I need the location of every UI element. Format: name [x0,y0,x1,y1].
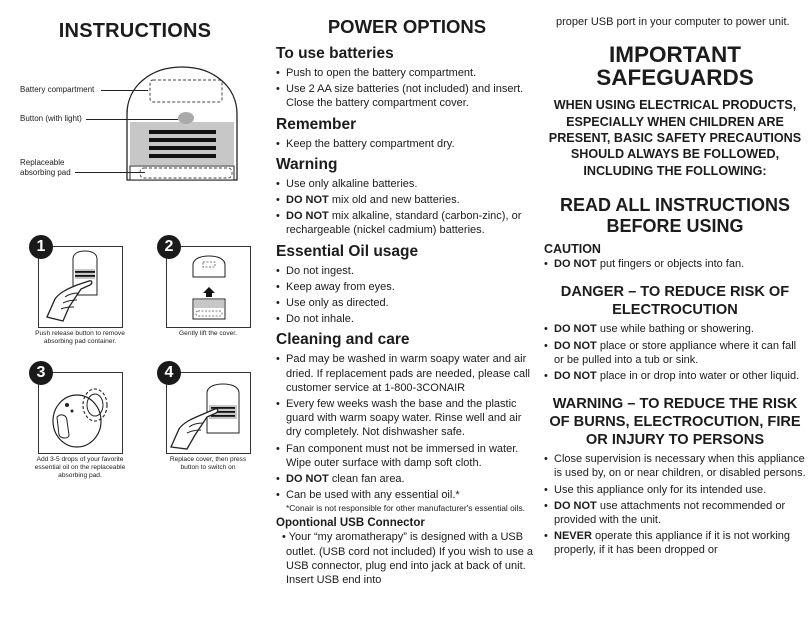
oil-drops-icon [39,373,122,453]
pad-callout-line [75,172,145,173]
button-label: Button (with light) [20,114,82,123]
list-item: • Do not inhale. [276,312,538,326]
essential-oil-heading: Essential Oil usage [276,242,419,260]
step-1-box [38,246,123,328]
step-2-caption: Gently lift the cover. [179,330,237,337]
step-2-box [166,246,251,328]
usb-continued: proper USB port in your computer to power unit. [556,16,790,28]
remember-heading: Remember [276,115,357,133]
list-item: • DO NOT mix alkaline, standard (carbon-zinc), or rechargeable (nickel cadmium) batteries. [276,209,538,237]
instructions-title: INSTRUCTIONS [58,20,212,42]
batteries-heading: To use batteries [276,45,394,62]
list-item: • DO NOT put fingers or objects into fan. [544,257,806,271]
list-item: • Use only alkaline batteries. [276,177,538,191]
pad-label-line2: absorbing pad [20,168,71,177]
remember-list [276,137,538,151]
caution-list [544,257,806,271]
step-3-box [38,372,123,454]
read-instructions-title: READ ALL INSTRUCTIONS BEFORE USING [559,195,790,237]
safeguards-column [544,0,806,641]
battery-compartment-label: Battery compartment [20,85,95,94]
list-item: • NEVER operate this appliance if it is not working properly, if it has been dropped or [544,529,806,557]
list-item: • DO NOT use while bathing or showering. [544,322,806,336]
list-item: • DO NOT place or store appliance where it can fall or be pulled into a tub or sink. [544,339,806,367]
step-3-number: 3 [29,361,53,385]
list-item: • DO NOT place in or drop into water or other liquid. [544,369,806,383]
warning-list [276,177,538,238]
button-callout-line [86,119,178,120]
list-item: • Keep the battery compartment dry. [276,137,538,151]
diffuser-illustration-icon [120,62,245,187]
important-safeguards-title: IMPORTANT SAFEGUARDS [596,42,754,91]
batteries-list [276,66,538,111]
step-4-number: 4 [157,361,181,385]
list-item: • Use 2 AA size batteries (not included) and insert. Close the battery compartment cover. [276,82,538,110]
caution-heading: CAUTION [544,242,601,257]
safeguards-subtitle: WHEN USING ELECTRICAL PRODUCTS, ESPECIALLY WHEN CHILDREN ARE PRESENT, BASIC SAFETY PRECAUTIONS SHOULD ALWAYS BE FOLLOWED, INCLUDING THE FOLLOWING: [548,98,802,178]
step-4-caption: Replace cover, then press button to switch on [169,456,247,471]
power-options-title: POWER OPTIONS [327,16,487,37]
list-item: • DO NOT mix old and new batteries. [276,193,538,207]
essential-oil-list [276,264,538,327]
up-arrow-icon [167,247,250,327]
step-2-number: 2 [157,235,181,259]
cleaning-heading: Cleaning and care [276,331,410,349]
list-item: • Do not ingest. [276,264,538,278]
list-item: • Close supervision is necessary when this appliance is used by, on or near children, or disabled persons. [544,452,806,480]
danger-list [544,322,806,383]
usb-heading: Opontional USB Connector [276,517,425,530]
hand-press-icon [167,373,250,453]
list-item: • Use only as directed. [276,296,538,310]
list-item: • DO NOT clean fan area. [276,472,538,486]
warning-burns-title: WARNING – TO REDUCE THE RISK OF BURNS, ELECTROCUTION, FIRE OR INJURY TO PERSONS [549,396,801,449]
step-1-caption: Push release button to remove absorbing pad container. [35,330,125,345]
list-item: • Keep away from eyes. [276,280,538,294]
list-item: • Push to open the battery compartment. [276,66,538,80]
pad-label-line1: Replaceable [20,158,65,167]
hand-press-icon [39,247,122,327]
usb-body: • Your “my aromatherapy” is designed with a USB outlet. (USB cord not included) If you wish to use a USB connector, plug end into jack at back of unit. Insert USB end into [282,531,534,587]
step-3-caption: Add 3-5 drops of your favorite essential oil on the replaceable absorbing pad. [34,456,126,479]
list-item: • Pad may be washed in warm soapy water and air dried. If replacement pads are needed, please call customer service at 1-800-3CONAIR [276,352,538,395]
power-options-column [276,0,538,641]
battery-callout-line [101,90,148,91]
warning-heading: Warning [276,155,338,173]
instructions-column [0,0,270,641]
step-1-number: 1 [29,235,53,259]
list-item: • Can be used with any essential oil.* [276,488,538,502]
list-item: • Every few weeks wash the base and the plastic guard with warm soapy water. Rinse well and air dry completely. Not dishwasher safe. [276,397,538,440]
list-item: • Use this appliance only for its intended use. [544,483,806,497]
list-item: • DO NOT use attachments not recommended or provided with the unit. [544,499,806,527]
essential-oil-note: *Conair is not responsible for other manufacturer's essential oils. [286,503,526,514]
step-4-box [166,372,251,454]
list-item: • Fan component must not be immersed in water. Wipe outer surface with damp soft cloth. [276,442,538,470]
danger-title: DANGER – TO REDUCE RISK OF ELECTROCUTION [560,284,790,319]
cleaning-list [276,352,538,502]
warning-burns-list [544,452,806,557]
